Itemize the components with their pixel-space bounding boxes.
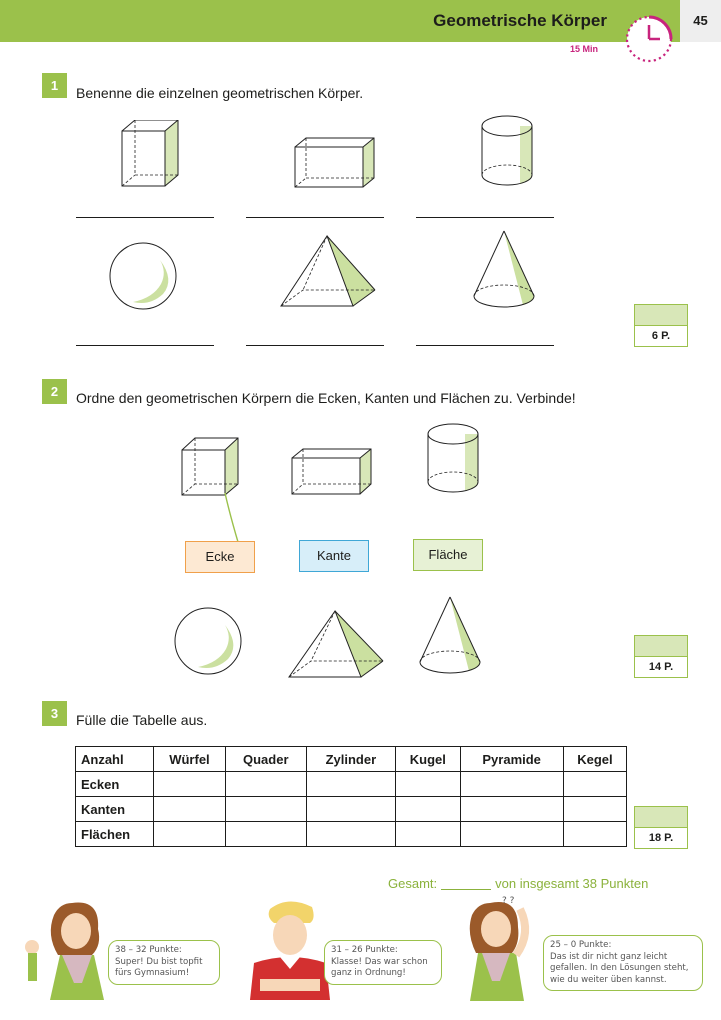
table-row <box>76 797 627 822</box>
table-header-cell: Pyramide <box>460 747 563 772</box>
bubble-range: 38 – 32 Punkte: <box>115 945 182 955</box>
page-title: Geometrische Körper <box>433 11 607 30</box>
total-suffix: von insgesamt 38 Punkten <box>495 876 649 891</box>
score-input[interactable] <box>635 807 687 828</box>
bubble-text: Klasse! Das war schon ganz in Ordnung! <box>331 956 428 978</box>
cylinder-icon <box>470 110 550 195</box>
answer-line[interactable] <box>246 345 384 346</box>
cone-icon <box>468 228 548 313</box>
answer-line[interactable] <box>416 217 554 218</box>
table-cell[interactable] <box>154 797 226 822</box>
table-row <box>76 822 627 847</box>
table-header-cell: Würfel <box>154 747 226 772</box>
table-row-header: Flächen <box>76 822 154 847</box>
task-3-instruction: Fülle die Tabelle aus. <box>76 712 208 728</box>
table-cell[interactable] <box>460 797 563 822</box>
score-box-task-2[interactable] <box>634 635 688 678</box>
bubble-text: Das ist dir nicht ganz leicht gefallen. In den Lösungen steht, wie du weiter üben kannst. <box>550 951 689 985</box>
table-cell[interactable] <box>563 772 626 797</box>
table-row-header: Kanten <box>76 797 154 822</box>
answer-table <box>75 746 627 847</box>
time-label: 15 Min <box>570 44 599 54</box>
table-cell[interactable] <box>460 822 563 847</box>
table-cell[interactable] <box>225 797 306 822</box>
task-1-instruction: Benenne die einzelnen geometrischen Körper. <box>76 85 364 101</box>
score-max: 18 P. <box>635 828 687 848</box>
table-header-cell: Zylinder <box>306 747 395 772</box>
speech-bubble-3 <box>543 935 703 991</box>
girl-thinking-illustration <box>450 893 540 1005</box>
task-number-2: 2 <box>42 379 67 404</box>
label-kante[interactable]: Kante <box>299 540 369 572</box>
task-2-instruction: Ordne den geometrischen Körpern die Ecken, Kanten und Flächen zu. Verbinde! <box>76 390 576 406</box>
cuboid-icon <box>285 135 385 195</box>
table-cell[interactable] <box>306 772 395 797</box>
table-cell[interactable] <box>306 822 395 847</box>
table-header-row <box>76 747 627 772</box>
connector-line <box>220 490 250 545</box>
table-cell[interactable] <box>154 772 226 797</box>
table-cell[interactable] <box>563 797 626 822</box>
page-number: 45 <box>693 13 708 28</box>
table-row-header: Ecken <box>76 772 154 797</box>
table-cell[interactable] <box>396 797 460 822</box>
total-input-line[interactable] <box>441 889 491 890</box>
speech-bubble-1 <box>108 940 220 985</box>
table-cell[interactable] <box>225 822 306 847</box>
girl-thumbs-up-illustration <box>22 895 112 1005</box>
cone-icon <box>414 594 494 679</box>
answer-line[interactable] <box>76 217 214 218</box>
bubble-text: Super! Du bist topfit fürs Gymnasium! <box>115 956 203 978</box>
bubble-range: 31 – 26 Punkte: <box>331 945 398 955</box>
label-ecke[interactable]: Ecke <box>185 541 255 573</box>
pyramid-icon <box>283 605 393 685</box>
table-cell[interactable] <box>396 772 460 797</box>
score-box-task-1[interactable] <box>634 304 688 347</box>
answer-line[interactable] <box>416 345 554 346</box>
boy-arms-crossed-illustration <box>240 895 330 1005</box>
answer-line[interactable] <box>246 217 384 218</box>
cube-icon <box>105 120 195 195</box>
table-cell[interactable] <box>396 822 460 847</box>
sphere-icon <box>170 605 250 680</box>
bubble-range: 25 – 0 Punkte: <box>550 940 612 950</box>
sphere-icon <box>105 240 185 315</box>
speech-bubble-2 <box>324 940 442 985</box>
table-cell[interactable] <box>154 822 226 847</box>
answer-line[interactable] <box>76 345 214 346</box>
table-header-cell: Anzahl <box>76 747 154 772</box>
clock-icon <box>624 14 674 64</box>
label-flaeche[interactable]: Fläche <box>413 539 483 571</box>
table-header-cell: Kegel <box>563 747 626 772</box>
table-row <box>76 772 627 797</box>
cuboid-icon <box>282 446 382 501</box>
score-max: 6 P. <box>635 326 687 346</box>
table-cell[interactable] <box>306 797 395 822</box>
task-number-3: 3 <box>42 701 67 726</box>
score-input[interactable] <box>635 305 687 326</box>
total-prefix: Gesamt: <box>388 876 438 891</box>
cylinder-icon <box>415 418 495 498</box>
score-max: 14 P. <box>635 657 687 677</box>
score-input[interactable] <box>635 636 687 657</box>
table-header-cell: Quader <box>225 747 306 772</box>
table-cell[interactable] <box>225 772 306 797</box>
pyramid-icon <box>275 230 385 310</box>
table-header-cell: Kugel <box>396 747 460 772</box>
svg-text:? ?: ? ? <box>502 896 515 906</box>
total-score-line <box>388 876 648 891</box>
table-cell[interactable] <box>460 772 563 797</box>
task-number-1: 1 <box>42 73 67 98</box>
score-box-task-3[interactable] <box>634 806 688 849</box>
table-cell[interactable] <box>563 822 626 847</box>
